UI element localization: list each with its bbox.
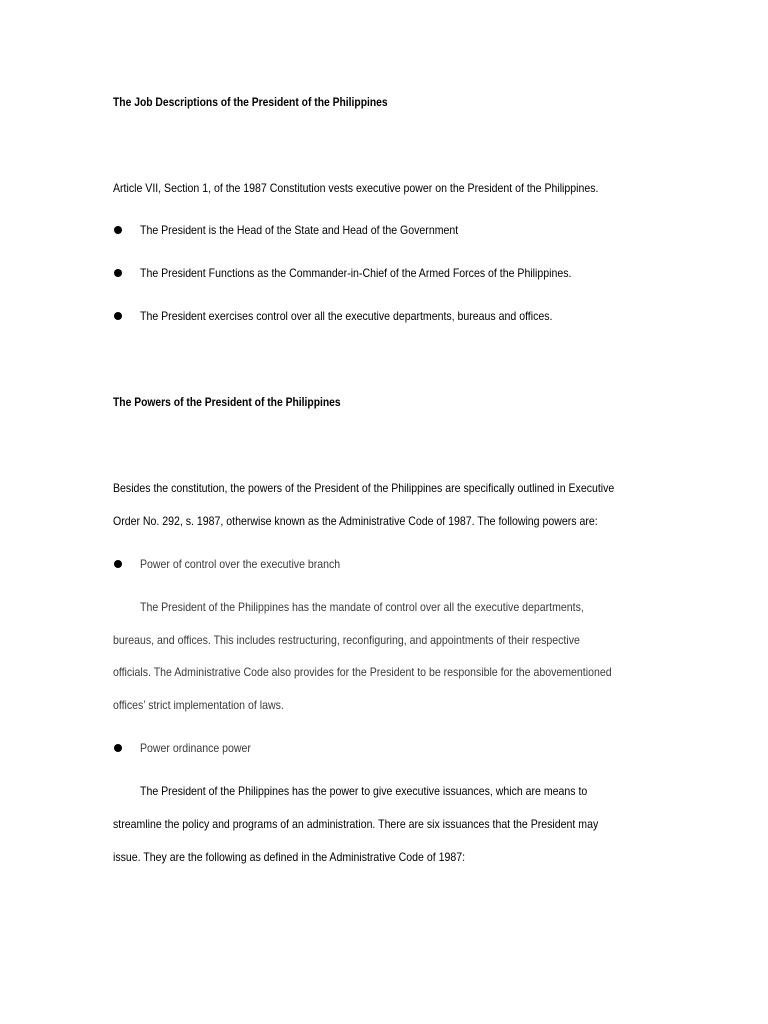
bullet-icon: [114, 312, 122, 320]
bullet-icon: [114, 744, 122, 752]
power-paragraph-line: offices’ strict implementation of laws.: [113, 698, 284, 712]
power-paragraph-line: issue. They are the following as defined in the Administrative Code of 1987:: [113, 850, 466, 864]
list-item-text: The President is the Head of the State and Head of the Government: [140, 223, 459, 237]
section1-heading: The Job Descriptions of the President of the Philippines: [113, 95, 388, 109]
section2-heading: The Powers of the President of the Philippines: [113, 395, 341, 409]
power-paragraph-line: bureaus, and offices. This includes restructuring, reconfiguring, and appointments of their respective: [113, 633, 580, 647]
section1-intro: Article VII, Section 1, of the 1987 Constitution vests executive power on the President of the Philippines.: [113, 181, 599, 195]
section2-intro-line: Order No. 292, s. 1987, otherwise known as the Administrative Code of 1987. The following powers are:: [113, 514, 598, 528]
list-item-text: The President Functions as the Commander-in-Chief of the Armed Forces of the Philippines.: [140, 266, 572, 280]
power-paragraph-line: The President of the Philippines has the power to give executive issuances, which are means to: [140, 784, 588, 798]
bullet-icon: [114, 560, 122, 568]
power-paragraph-line: officials. The Administrative Code also provides for the President to be responsible for the abovementioned: [113, 665, 612, 679]
section2-intro-line: Besides the constitution, the powers of the President of the Philippines are specifically outlined in Executive: [113, 481, 615, 495]
power-paragraph-line: The President of the Philippines has the mandate of control over all the executive departments,: [140, 600, 584, 614]
power-title-text: Power of control over the executive branch: [140, 557, 341, 571]
power-title-text: Power ordinance power: [140, 741, 251, 755]
bullet-icon: [114, 226, 122, 234]
power-paragraph-line: streamline the policy and programs of an administration. There are six issuances that the President may: [113, 817, 599, 831]
bullet-icon: [114, 269, 122, 277]
list-item-text: The President exercises control over all the executive departments, bureaus and offices.: [140, 309, 553, 323]
